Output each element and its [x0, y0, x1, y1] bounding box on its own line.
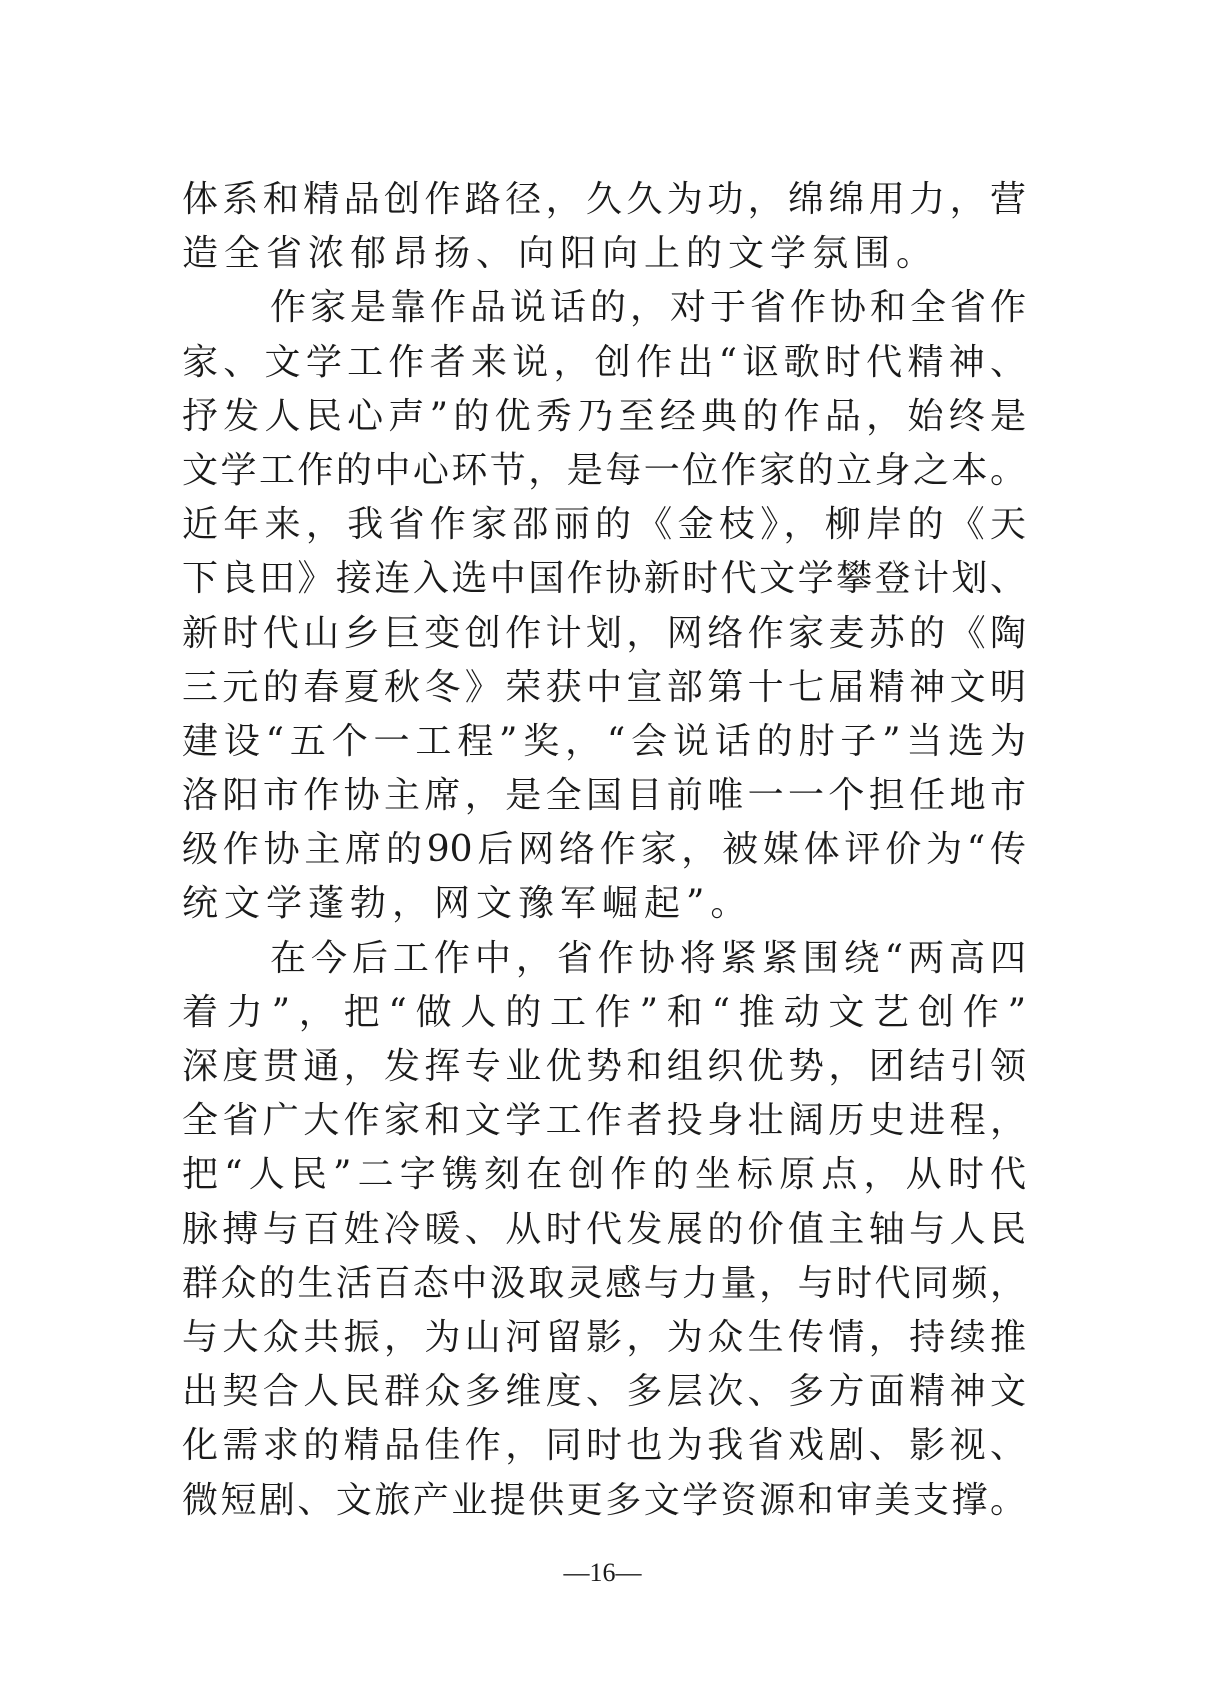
paragraph-1	[182, 173, 1026, 281]
text-line: 与大众共振，为山河留影，为众生传情，持续推	[182, 1316, 1026, 1358]
text-line: 全省广大作家和文学工作者投身壮阔历史进程，	[182, 1100, 1026, 1142]
text-line: 统文学蓬勃，网文豫军崛起”。	[182, 883, 753, 925]
paragraph-3	[182, 932, 1026, 1528]
text-line: 三元的春夏秋冬》荣获中宣部第十七届精神文明	[182, 666, 1026, 708]
text-line: 微短剧、文旅产业提供更多文学资源和审美支撑。	[182, 1479, 1026, 1521]
page-number: —16—	[563, 1558, 642, 1587]
text-line: 群众的生活百态中汲取灵感与力量，与时代同频，	[182, 1262, 1026, 1304]
text-line: 抒发人民心声”的优秀乃至经典的作品，始终是	[182, 395, 1026, 437]
text-line: 洛阳市作协主席，是全国目前唯一一个担任地市	[182, 775, 1026, 817]
body-text	[182, 173, 1026, 1528]
text-line: 深度贯通，发挥专业优势和组织优势，团结引领	[182, 1046, 1026, 1087]
text-line: 造全省浓郁昂扬、向阳向上的文学氛围。	[182, 233, 939, 275]
text-line: 化需求的精品佳作，同时也为我省戏剧、影视、	[182, 1425, 1026, 1467]
text-line: 下良田》接连入选中国作协新时代文学攀登计划、	[182, 558, 1026, 600]
text-line: 把“人民”二字镌刻在创作的坐标原点，从时代	[182, 1154, 1026, 1196]
text-line: 家、文学工作者来说，创作出“讴歌时代精神、	[182, 341, 1026, 383]
paragraph-2	[182, 281, 1026, 931]
text-line: 新时代山乡巨变创作计划，网络作家麦苏的《陶	[182, 612, 1026, 654]
text-line: 文学工作的中心环节，是每一位作家的立身之本。	[182, 449, 1026, 491]
text-line: 级作协主席的90后网络作家，被媒体评价为“传	[182, 829, 1026, 871]
text-line: 在今后工作中，省作协将紧紧围绕“两高四	[270, 937, 1026, 979]
text-line: 着力”，把“做人的工作”和“推动文艺创作”	[182, 991, 1026, 1033]
text-line: 脉搏与百姓冷暖、从时代发展的价值主轴与人民	[182, 1208, 1026, 1250]
text-line: 建设“五个一工程”奖，“会说话的肘子”当选为	[182, 720, 1026, 762]
text-line: 作家是靠作品说话的，对于省作协和全省作	[270, 287, 1026, 329]
text-line: 体系和精品创作路径，久久为功，绵绵用力，营	[182, 179, 1026, 220]
text-line: 近年来，我省作家邵丽的《金枝》，柳岸的《天	[182, 504, 1026, 546]
text-line: 出契合人民群众多维度、多层次、多方面精神文	[182, 1371, 1026, 1413]
